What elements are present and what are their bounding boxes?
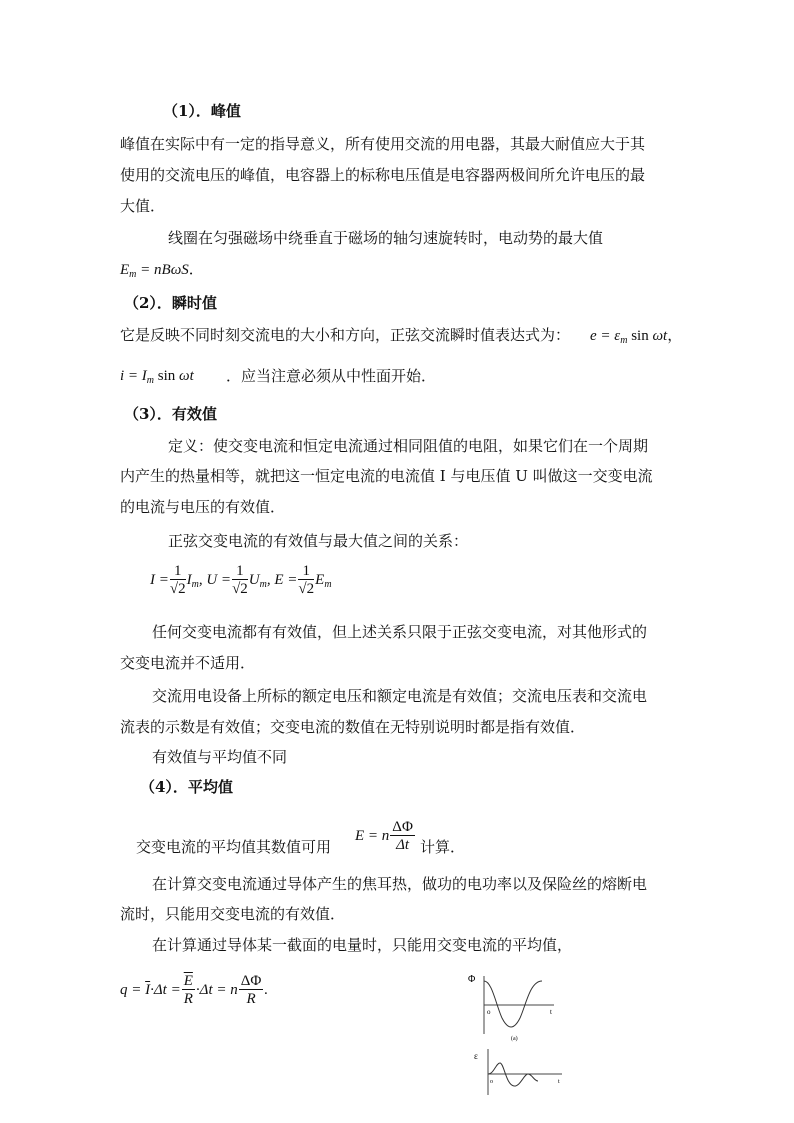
section-heading-peak: （1）．峰值	[163, 102, 241, 120]
paragraph-line: 它是反映不同时刻交流电的大小和方向，正弦交流瞬时值表达式为：	[120, 326, 571, 344]
formula-i: $i = I_m$ sin ωt	[120, 368, 194, 386]
paragraph-line: 线圈在匀强磁场中绕垂直于磁场的轴匀速旋转时，电动势的最大值	[168, 229, 604, 247]
paragraph-line: 任何交变电流都有有效值，但上述关系只限于正弦交变电流，对其他形式的	[152, 623, 648, 641]
formula-e: $e = \varepsilon_m$ sin ωt，	[590, 328, 683, 346]
graph-origin-label: o	[490, 1079, 493, 1085]
paragraph-line: 交流用电设备上所标的额定电压和额定电流是有效值；交流电压表和交流电	[152, 687, 648, 705]
graph-origin-label: o	[487, 1008, 491, 1016]
section-heading-instant: （2）．瞬时值	[124, 294, 217, 312]
paragraph-line: 定义：使交变电流和恒定电流通过相同阻值的电阻，如果它们在一个周期	[168, 437, 649, 455]
graph-y-label: Φ	[468, 974, 476, 985]
paragraph-line: 有效值与平均值不同	[152, 748, 288, 766]
paragraph-line: 流时，只能用交变电流的有效值．	[120, 905, 346, 923]
paragraph-line: 计算．	[420, 838, 466, 856]
emf-graph	[470, 1043, 570, 1103]
paragraph-line: 交变电流的平均值其数值可用	[136, 838, 332, 856]
graph-y-label: ε	[474, 1051, 478, 1061]
cosine-curve	[484, 981, 542, 1027]
paragraph-line: 内产生的热量相等，就把这一恒定电流的电流值 I 与电压值 U 叫做这一交变电流	[120, 467, 653, 485]
paragraph-line: ．应当注意必须从中性面开始．	[226, 367, 437, 385]
paragraph-line: 流表的示数是有效值；交变电流的数值在无特别说明时都是指有效值．	[120, 718, 586, 736]
paragraph-line: 大值．	[120, 197, 166, 215]
graph-x-label: t	[558, 1079, 560, 1085]
paragraph-line: 正弦交变电流的有效值与最大值之间的关系：	[168, 532, 469, 550]
paragraph-line: 在计算交变电流通过导体产生的焦耳热，做功的电功率以及保险丝的熔断电	[152, 875, 648, 893]
paragraph-line: 交变电流并不适用．	[120, 654, 256, 672]
formula-em: $E_m = nB\omega S$．	[120, 262, 204, 280]
paragraph-line: 的电流与电压的有效值．	[120, 498, 286, 516]
paragraph-line: 峰值在实际中有一定的指导意义，所有使用交流的用电器，其最大耐值应大于其	[120, 135, 646, 153]
section-heading-effective: （3）．有效值	[124, 405, 217, 423]
section-heading-average: （4）．平均值	[140, 778, 233, 796]
formula-rms: I = $\frac{1}{√2}$ $I_m$, U = $\frac{1}{√2}$ $U_m$, E = $\frac{1}{√2}$ $E_m$	[150, 563, 332, 598]
flux-graph	[464, 968, 574, 1043]
formula-avg-emf: E = n $\frac{\Delta\Phi}{\Delta t}$	[355, 819, 413, 854]
sine-curve	[488, 1063, 538, 1086]
paragraph-line: 使用的交流电压的峰值，电容器上的标称电压值是电容器两极间所允许电压的最	[120, 166, 646, 184]
graph-caption: (a)	[511, 1036, 518, 1042]
formula-charge: $q = \overline{I}\cdot\Delta t$ = $\frac{\overline{E}}{R}$ ·Δt = n $\frac{\Delta\Phi}{R}$ .	[120, 973, 269, 1008]
graph-x-label: t	[550, 1008, 552, 1016]
paragraph-line: 在计算通过导体某一截面的电量时，只能用交变电流的平均值，	[152, 936, 573, 954]
